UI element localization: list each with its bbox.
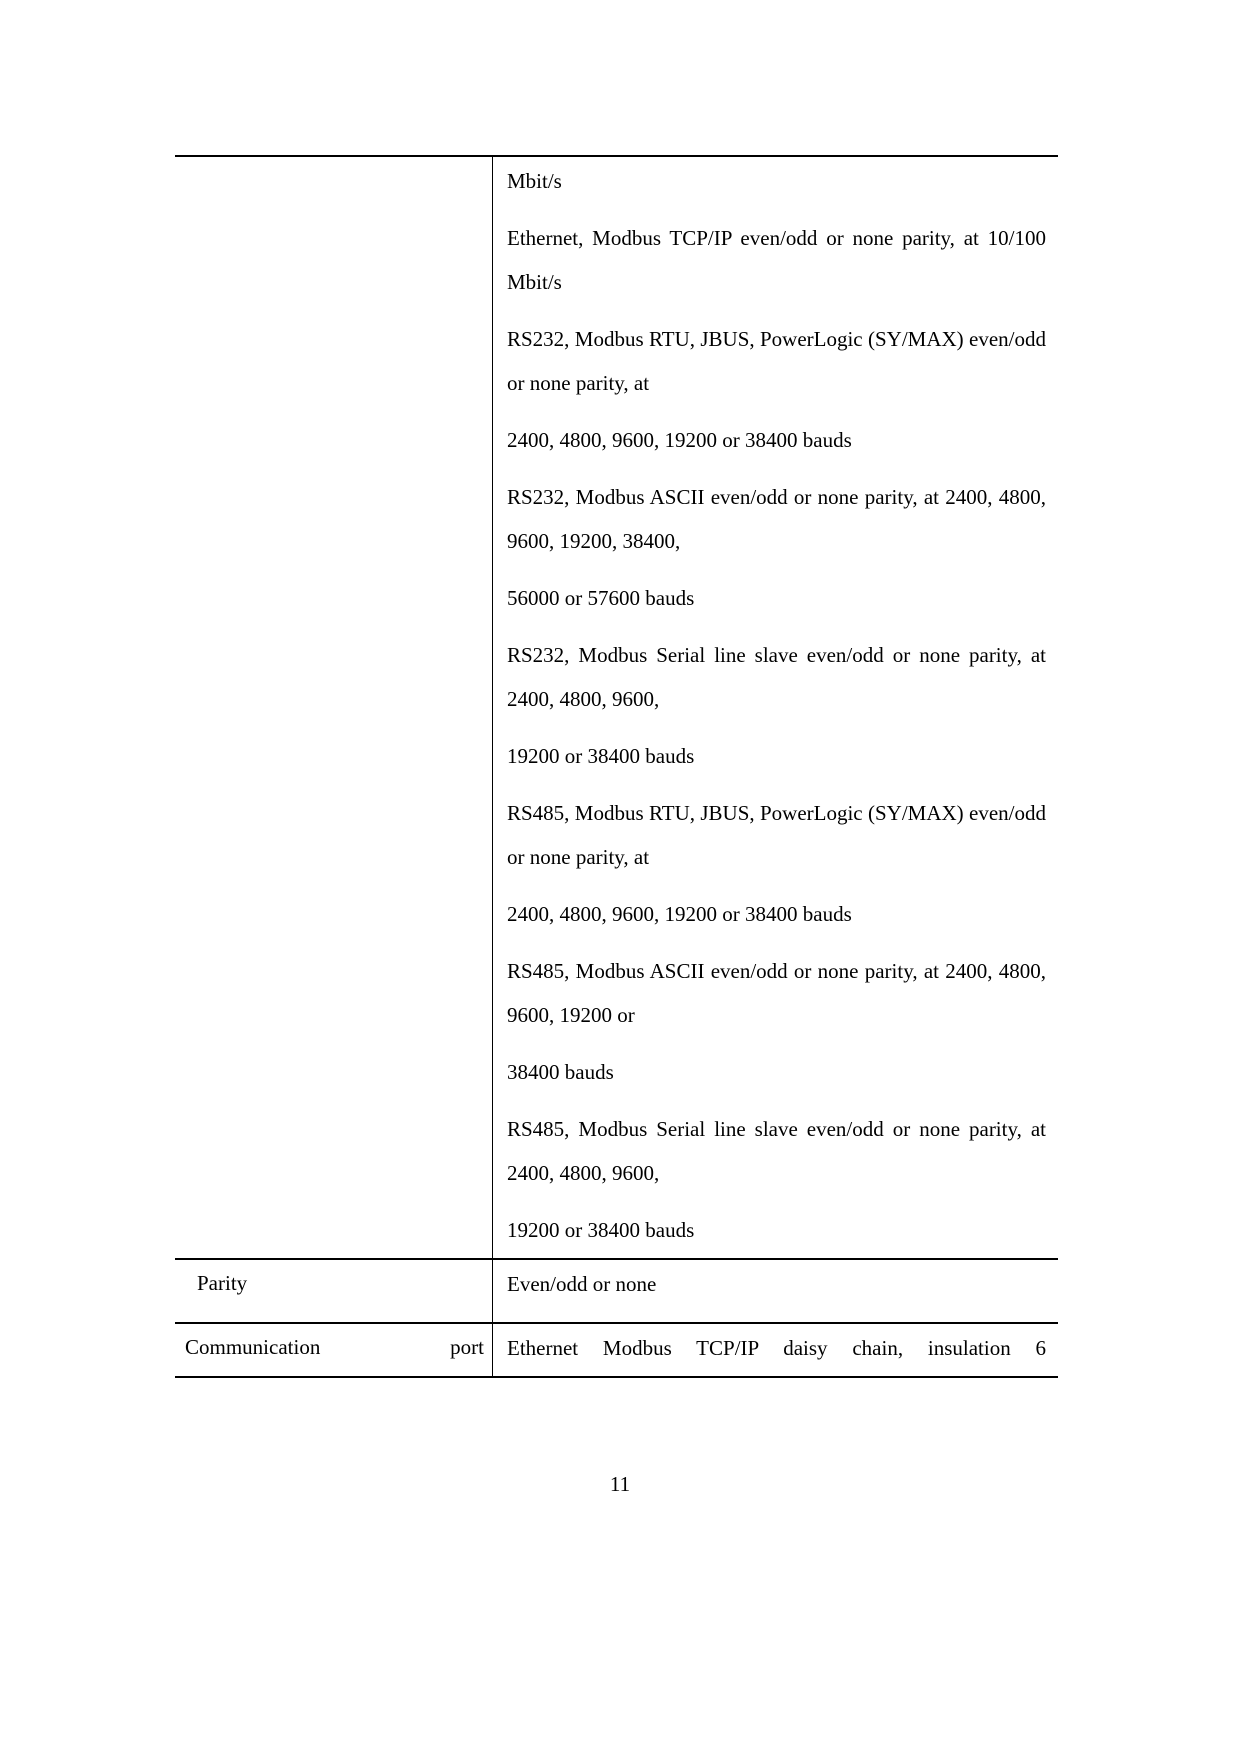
value-cell: [493, 1259, 1059, 1323]
label-cell: [175, 1323, 493, 1377]
table-row: [175, 1323, 1058, 1377]
spec-paragraph: RS485, Modbus RTU, JBUS, PowerLogic (SY/MAX) even/odd or none parity, at: [507, 801, 1046, 869]
spec-paragraph: RS485, Modbus Serial line slave even/odd or none parity, at 2400, 4800, 9600,: [507, 1117, 1046, 1185]
value-cell: [493, 1323, 1059, 1377]
spec-paragraph: RS485, Modbus ASCII even/odd or none parity, at 2400, 4800, 9600, 19200 or: [507, 959, 1046, 1027]
spec-paragraph: 38400 bauds: [507, 1060, 614, 1084]
label-cell: [175, 156, 493, 1259]
row-label: Communication port: [185, 1335, 484, 1359]
spec-paragraph: Ethernet, Modbus TCP/IP even/odd or none parity, at 10/100 Mbit/s: [507, 226, 1046, 294]
spec-paragraph: Mbit/s: [507, 169, 562, 193]
spec-paragraph: 19200 or 38400 bauds: [507, 1218, 695, 1242]
value-cell: [493, 156, 1059, 1259]
spec-paragraph: 2400, 4800, 9600, 19200 or 38400 bauds: [507, 902, 852, 926]
table-row: [175, 156, 1058, 1259]
spec-paragraph: 56000 or 57600 bauds: [507, 586, 695, 610]
spec-paragraph: RS232, Modbus Serial line slave even/odd or none parity, at 2400, 4800, 9600,: [507, 643, 1046, 711]
spec-paragraph: 2400, 4800, 9600, 19200 or 38400 bauds: [507, 428, 852, 452]
spec-table: [175, 155, 1058, 1378]
page-number: 11: [609, 1472, 631, 1496]
spec-paragraph: Ethernet Modbus TCP/IP daisy chain, insulation 6: [507, 1336, 1046, 1360]
spec-paragraph: RS232, Modbus ASCII even/odd or none parity, at 2400, 4800, 9600, 19200, 38400,: [507, 485, 1046, 553]
label-cell: [175, 1259, 493, 1323]
spec-paragraph: RS232, Modbus RTU, JBUS, PowerLogic (SY/MAX) even/odd or none parity, at: [507, 327, 1046, 395]
spec-paragraph: Even/odd or none: [507, 1272, 657, 1296]
row-label: Parity: [197, 1271, 248, 1295]
table-row: [175, 1259, 1058, 1323]
spec-paragraph: 19200 or 38400 bauds: [507, 744, 695, 768]
